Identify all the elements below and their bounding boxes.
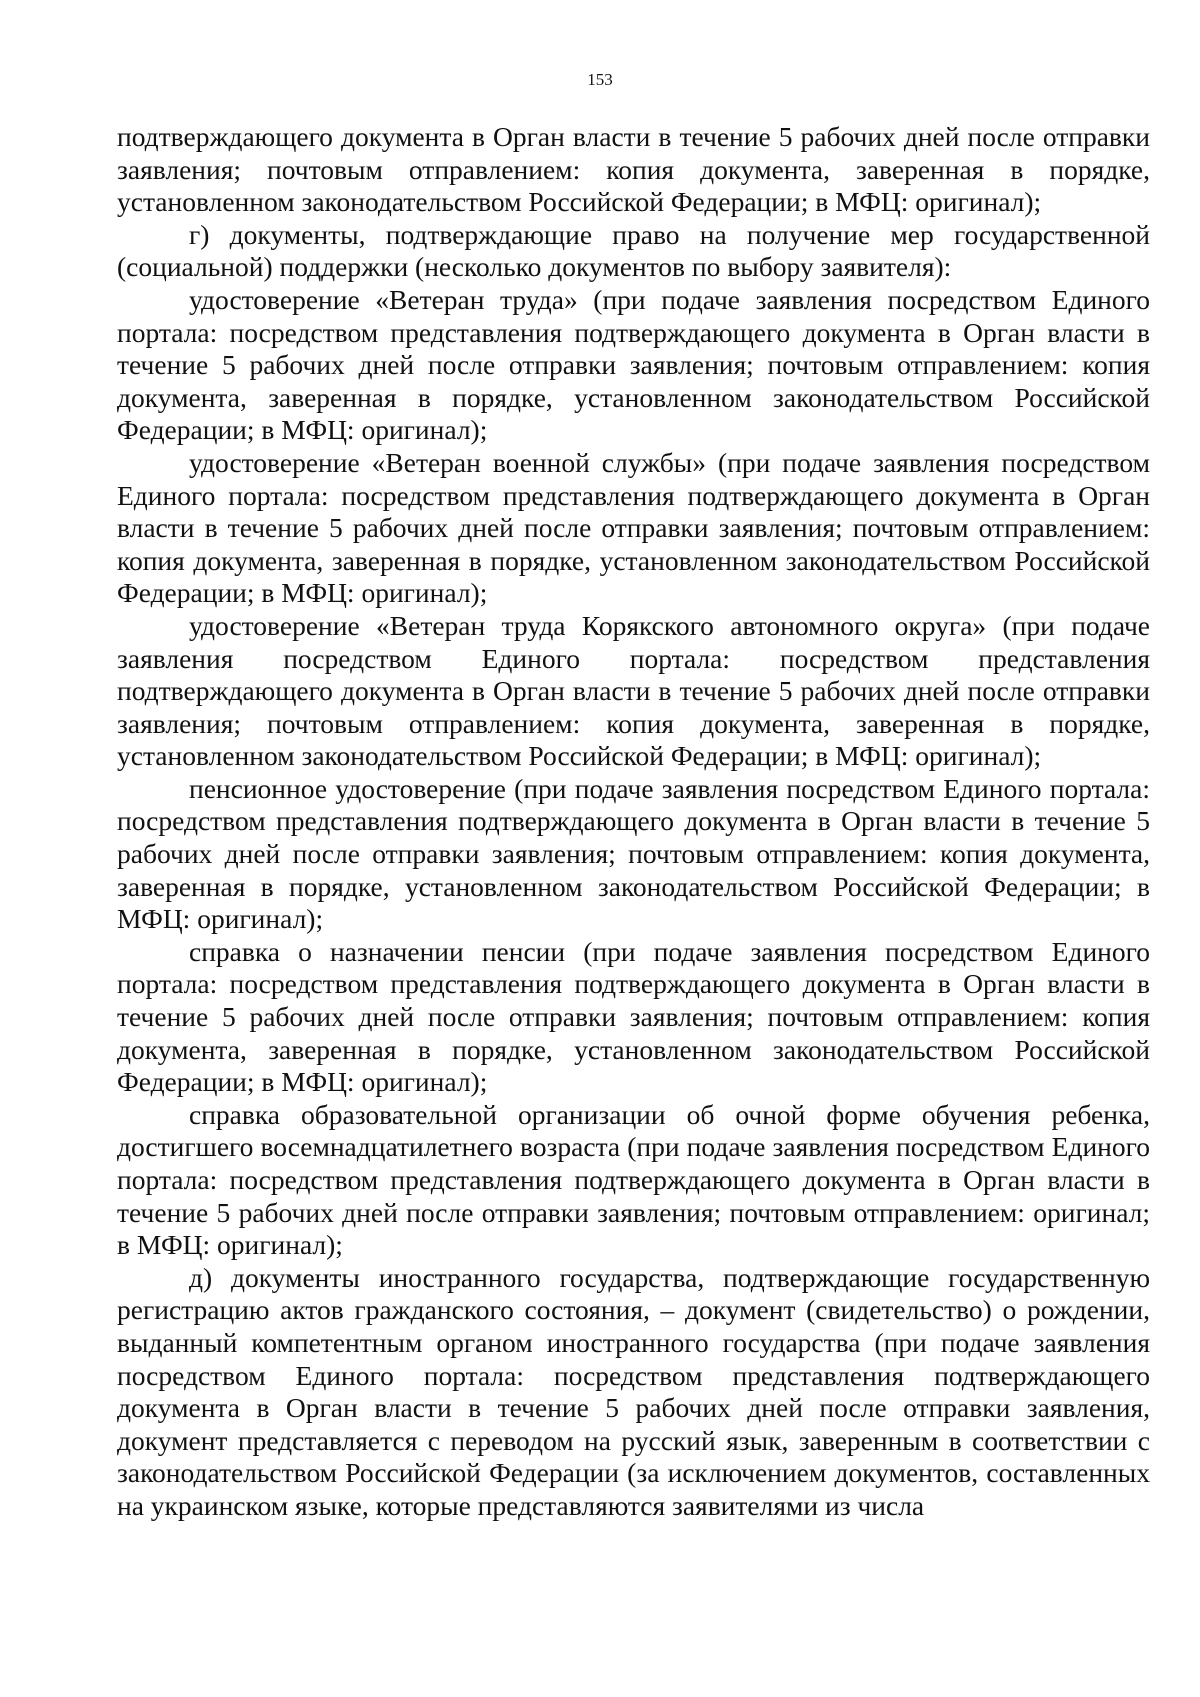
paragraph-education-statement: справка образовательной организации об очной форме обучения ребенка, достигшего восемнадцатилетнего возраста (при подаче заявления посредством Единого портала: посредством представления подтверждающего документа в Орган власти в течение 5 рабочих дней после отправки заявления; почтовым отправлением: оригинал; в МФЦ: оригинал); bbox=[117, 1098, 1150, 1261]
paragraph-veteran-truda-koryak: удостоверение «Ветеран труда Корякского автономного округа» (при подаче заявления посредством Единого портала: посредством представления подтверждающего документа в Орган власти в течение 5 рабочих дней после отправки заявления; почтовым отправлением: копия документа, заверенная в порядке, установленном законодательством Российской Федерации; в МФЦ: оригинал); bbox=[117, 609, 1150, 772]
paragraph-continuation: подтверждающего документа в Орган власти в течение 5 рабочих дней после отправки заявления; почтовым отправлением: копия документа, заверенная в порядке, установленном законодательством Российской Федерации; в МФЦ: оригинал); bbox=[117, 121, 1150, 218]
paragraph-item-g: г) документы, подтверждающие право на получение мер государственной (социальной) поддержки (несколько документов по выбору заявителя): bbox=[117, 218, 1150, 283]
page-number: 153 bbox=[587, 70, 613, 89]
paragraph-item-d: д) документы иностранного государства, подтверждающие государственную регистрацию актов гражданского состояния, – документ (свидетельство) о рождении, выданный компетентным органом иностранного государства (при подаче заявления посредством Единого портала: посредством представления подтверждающего документа в Орган власти в течение 5 рабочих дней после отправки заявления, документ представляется с переводом на русский язык, заверенным в соответствии с законодательством Российской Федерации (за исключением документов, составленных на украинском языке, которые представляются заявителями из числа bbox=[117, 1261, 1150, 1521]
paragraph-pension-certificate: пенсионное удостоверение (при подаче заявления посредством Единого портала: посредством представления подтверждающего документа в Орган власти в течение 5 рабочих дней после отправки заявления; почтовым отправлением: копия документа, заверенная в порядке, установленном законодательством Российской Федерации; в МФЦ: оригинал); bbox=[117, 772, 1150, 935]
document-body bbox=[117, 121, 1150, 1523]
paragraph-veteran-truda: удостоверение «Ветеран труда» (при подаче заявления посредством Единого портала: посредством представления подтверждающего документа в Орган власти в течение 5 рабочих дней после отправки заявления; почтовым отправлением: копия документа, заверенная в порядке, установленном законодательством Российской Федерации; в МФЦ: оригинал); bbox=[117, 283, 1150, 446]
paragraph-veteran-voennoy-sluzhby: удостоверение «Ветеран военной службы» (при подаче заявления посредством Единого портала: посредством представления подтверждающего документа в Орган власти в течение 5 рабочих дней после отправки заявления; почтовым отправлением: копия документа, заверенная в порядке, установленном законодательством Российской Федерации; в МФЦ: оригинал); bbox=[117, 446, 1150, 609]
paragraph-pension-statement: справка о назначении пенсии (при подаче заявления посредством Единого портала: посредством представления подтверждающего документа в Орган власти в течение 5 рабочих дней после отправки заявления; почтовым отправлением: копия документа, заверенная в порядке, установленном законодательством Российской Федерации; в МФЦ: оригинал); bbox=[117, 935, 1150, 1098]
